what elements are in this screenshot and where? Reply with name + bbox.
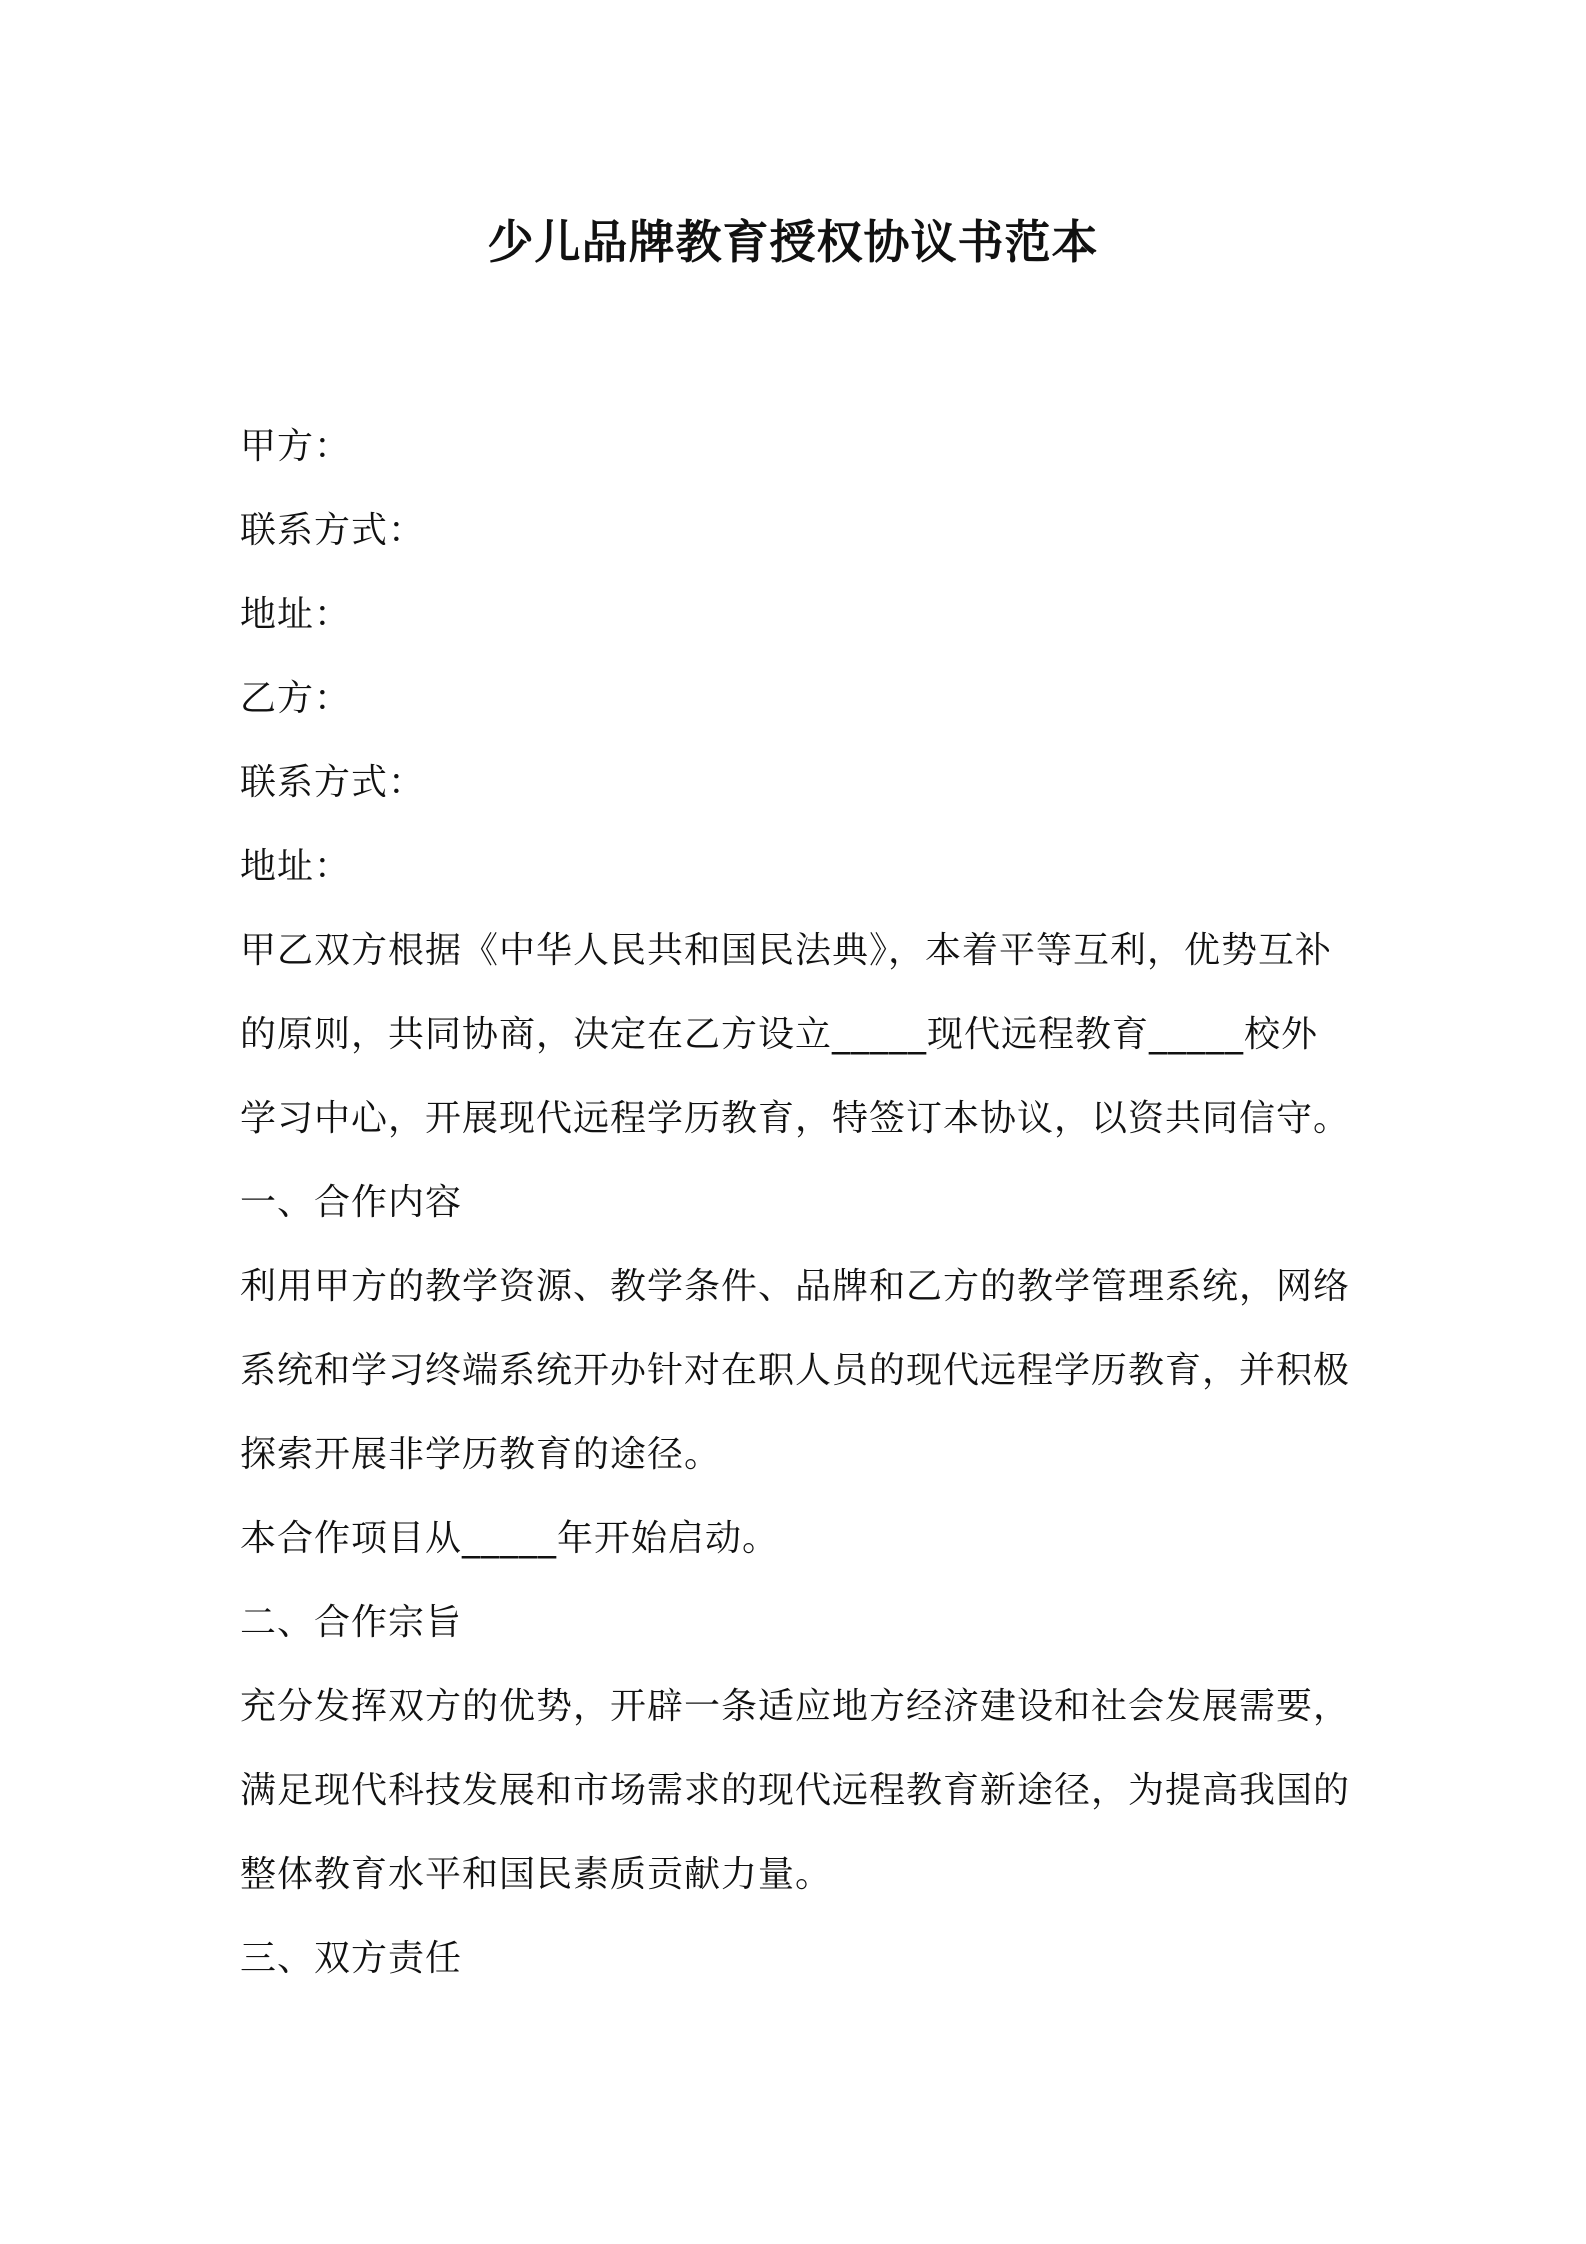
purpose-line-3: 整体教育水平和国民素质贡献力量。	[240, 1854, 833, 1895]
document-body	[240, 405, 1360, 2001]
party-b-address-label: 地址：	[240, 846, 352, 887]
section-heading-cooperation-purpose: 二、合作宗旨	[240, 1602, 463, 1643]
preamble-line-1: 甲乙双方根据《中华人民共和国民法典》，本着平等互利，优势互补	[240, 930, 1333, 971]
party-a-address-label: 地址：	[240, 594, 352, 635]
preamble-line-3: 学习中心，开展现代远程学历教育，特签订本协议，以资共同信守。	[240, 1098, 1351, 1139]
cooperation-content-line-3: 探索开展非学历教育的途径。	[240, 1434, 722, 1475]
party-a-contact-label: 联系方式：	[240, 510, 426, 551]
project-start-line: 本合作项目从_____年开始启动。	[240, 1518, 780, 1559]
party-b-contact-label: 联系方式：	[240, 762, 426, 803]
section-heading-cooperation-content: 一、合作内容	[240, 1182, 463, 1223]
party-a-label: 甲方：	[240, 426, 352, 467]
purpose-line-1: 充分发挥双方的优势，开辟一条适应地方经济建设和社会发展需要，	[240, 1686, 1351, 1727]
cooperation-content-line-1: 利用甲方的教学资源、教学条件、品牌和乙方的教学管理系统，网络	[240, 1266, 1351, 1307]
section-heading-responsibilities: 三、双方责任	[240, 1938, 463, 1979]
cooperation-content-line-2: 系统和学习终端系统开办针对在职人员的现代远程学历教育，并积极	[240, 1350, 1351, 1391]
preamble-line-2: 的原则，共同协商，决定在乙方设立_____现代远程教育_____校外	[240, 1014, 1319, 1055]
purpose-line-2: 满足现代科技发展和市场需求的现代远程教育新途径，为提高我国的	[240, 1770, 1351, 1811]
party-b-label: 乙方：	[240, 678, 352, 719]
document-title: 少儿品牌教育授权协议书范本	[487, 215, 1099, 269]
